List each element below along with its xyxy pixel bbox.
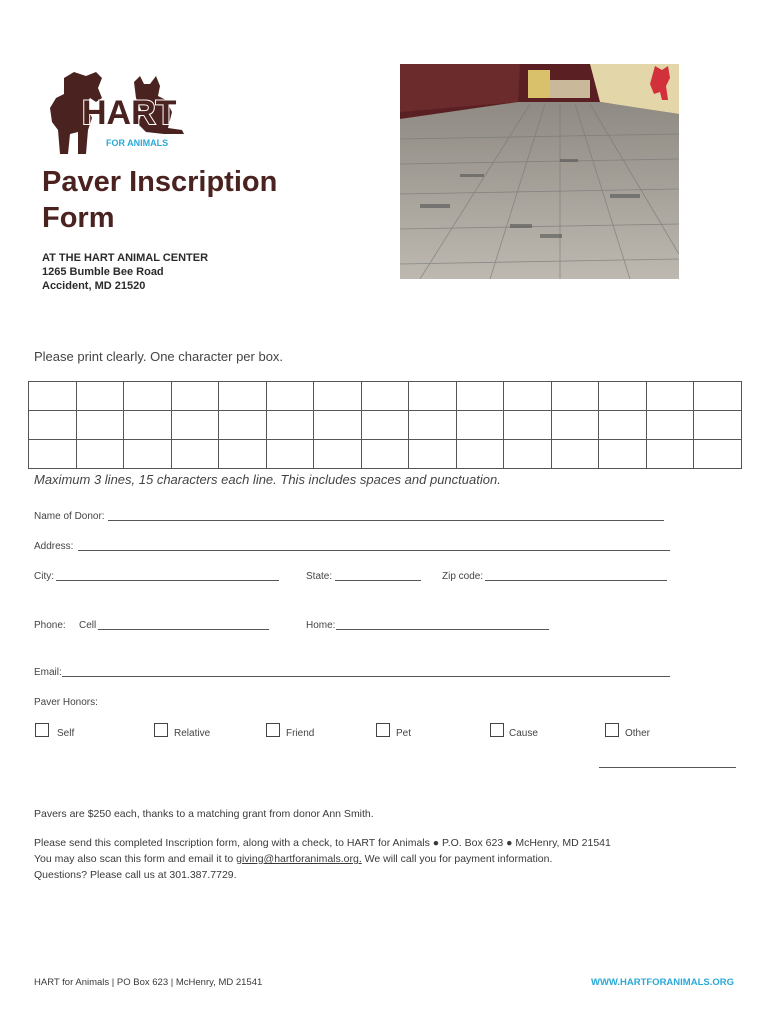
character-box[interactable]	[29, 411, 77, 440]
dog-cat-silhouette-icon	[46, 68, 191, 158]
home-phone-field[interactable]	[336, 629, 549, 630]
character-box[interactable]	[124, 440, 172, 469]
character-box[interactable]	[409, 411, 457, 440]
home-label: Home:	[306, 620, 336, 631]
pet-checkbox[interactable]	[376, 723, 390, 737]
character-box[interactable]	[361, 411, 409, 440]
giving-email-link[interactable]: giving@hartforanimals.org.	[236, 853, 362, 865]
address-line-1: AT THE HART ANIMAL CENTER	[42, 252, 209, 264]
character-box[interactable]	[76, 440, 124, 469]
center-address	[42, 251, 208, 293]
character-box[interactable]	[504, 440, 552, 469]
logo-main-text: HART	[82, 94, 177, 132]
character-box[interactable]	[694, 440, 742, 469]
instructions-text: Please print clearly. One character per box.	[34, 349, 284, 364]
character-box[interactable]	[694, 382, 742, 411]
max-characters-note: Maximum 3 lines, 15 characters each line. This includes spaces and punctuation.	[34, 472, 501, 487]
cell-phone-field[interactable]	[98, 629, 269, 630]
character-box[interactable]	[646, 411, 694, 440]
cell-label: Cell	[79, 620, 97, 631]
character-box[interactable]	[124, 382, 172, 411]
state-field[interactable]	[335, 580, 421, 581]
scan-instructions	[34, 853, 552, 865]
inscription-grid	[28, 381, 742, 469]
other-specify-field[interactable]	[599, 767, 736, 768]
title-line-1: Paver Inscription	[42, 166, 278, 198]
hart-logo	[46, 68, 191, 158]
character-box[interactable]	[599, 440, 647, 469]
character-box[interactable]	[551, 382, 599, 411]
character-box[interactable]	[29, 382, 77, 411]
character-box[interactable]	[456, 440, 504, 469]
zip-label: Zip code:	[442, 571, 484, 582]
address-line-2: 1265 Bumble Bee Road	[42, 266, 164, 278]
other-checkbox-label: Other	[625, 728, 651, 739]
character-box[interactable]	[219, 440, 267, 469]
character-box[interactable]	[409, 382, 457, 411]
character-box[interactable]	[599, 382, 647, 411]
email-label: Email:	[34, 667, 62, 678]
donor-field[interactable]	[108, 520, 664, 521]
friend-checkbox-label: Friend	[286, 728, 315, 739]
self-checkbox[interactable]	[35, 723, 49, 737]
paver-honors-label: Paver Honors:	[34, 697, 98, 708]
character-box[interactable]	[504, 382, 552, 411]
city-label: City:	[34, 571, 54, 582]
pet-checkbox-label: Pet	[396, 728, 412, 739]
character-box[interactable]	[266, 382, 314, 411]
address-label: Address:	[34, 541, 74, 552]
footer-website-link[interactable]: WWW.HARTFORANIMALS.ORG	[590, 977, 734, 988]
character-box[interactable]	[219, 411, 267, 440]
character-box[interactable]	[76, 382, 124, 411]
self-checkbox-label: Self	[57, 728, 75, 739]
character-box[interactable]	[171, 440, 219, 469]
character-box[interactable]	[551, 440, 599, 469]
character-box[interactable]	[646, 440, 694, 469]
footer-address: HART for Animals | PO Box 623 | McHenry, MD 21541	[34, 977, 263, 988]
scan-prefix: You may also scan this form and email it to	[34, 853, 237, 865]
character-box[interactable]	[76, 411, 124, 440]
price-note: Pavers are $250 each, thanks to a matching grant from donor Ann Smith.	[34, 808, 374, 820]
character-box[interactable]	[551, 411, 599, 440]
hallway-pavers-photo	[400, 64, 679, 279]
character-box[interactable]	[314, 382, 362, 411]
character-box[interactable]	[456, 411, 504, 440]
scan-suffix: We will call you for payment information.	[361, 853, 553, 865]
character-box[interactable]	[646, 382, 694, 411]
zip-field[interactable]	[485, 580, 667, 581]
logo-sub-text: FOR ANIMALS	[106, 138, 169, 148]
character-box[interactable]	[361, 440, 409, 469]
address-field[interactable]	[78, 550, 670, 551]
address-line-3: Accident, MD 21520	[42, 280, 146, 292]
character-box[interactable]	[219, 382, 267, 411]
character-box[interactable]	[599, 411, 647, 440]
cause-checkbox-label: Cause	[509, 728, 538, 739]
character-box[interactable]	[314, 440, 362, 469]
grid-row	[29, 440, 742, 469]
character-box[interactable]	[266, 440, 314, 469]
page-title	[42, 164, 342, 236]
email-field[interactable]	[62, 676, 670, 677]
character-box[interactable]	[266, 411, 314, 440]
character-box[interactable]	[361, 382, 409, 411]
phone-label: Phone:	[34, 620, 66, 631]
character-box[interactable]	[694, 411, 742, 440]
other-checkbox[interactable]	[605, 723, 619, 737]
title-line-2: Form	[42, 202, 115, 234]
donor-label: Name of Donor:	[34, 511, 105, 522]
character-box[interactable]	[314, 411, 362, 440]
state-label: State:	[306, 571, 333, 582]
send-instructions: Please send this completed Inscription form, along with a check, to HART for Animals ● P.O. Box 623 ● McHenry, MD 21541	[34, 837, 611, 849]
relative-checkbox-label: Relative	[174, 728, 211, 739]
cause-checkbox[interactable]	[490, 723, 504, 737]
relative-checkbox[interactable]	[154, 723, 168, 737]
city-field[interactable]	[56, 580, 279, 581]
character-box[interactable]	[29, 440, 77, 469]
character-box[interactable]	[456, 382, 504, 411]
friend-checkbox[interactable]	[266, 723, 280, 737]
grid-row	[29, 382, 742, 411]
character-box[interactable]	[409, 440, 457, 469]
questions-line: Questions? Please call us at 301.387.7729.	[34, 869, 237, 881]
character-box[interactable]	[124, 411, 172, 440]
grid-row	[29, 411, 742, 440]
character-box[interactable]	[171, 411, 219, 440]
character-box[interactable]	[171, 382, 219, 411]
character-box[interactable]	[504, 411, 552, 440]
